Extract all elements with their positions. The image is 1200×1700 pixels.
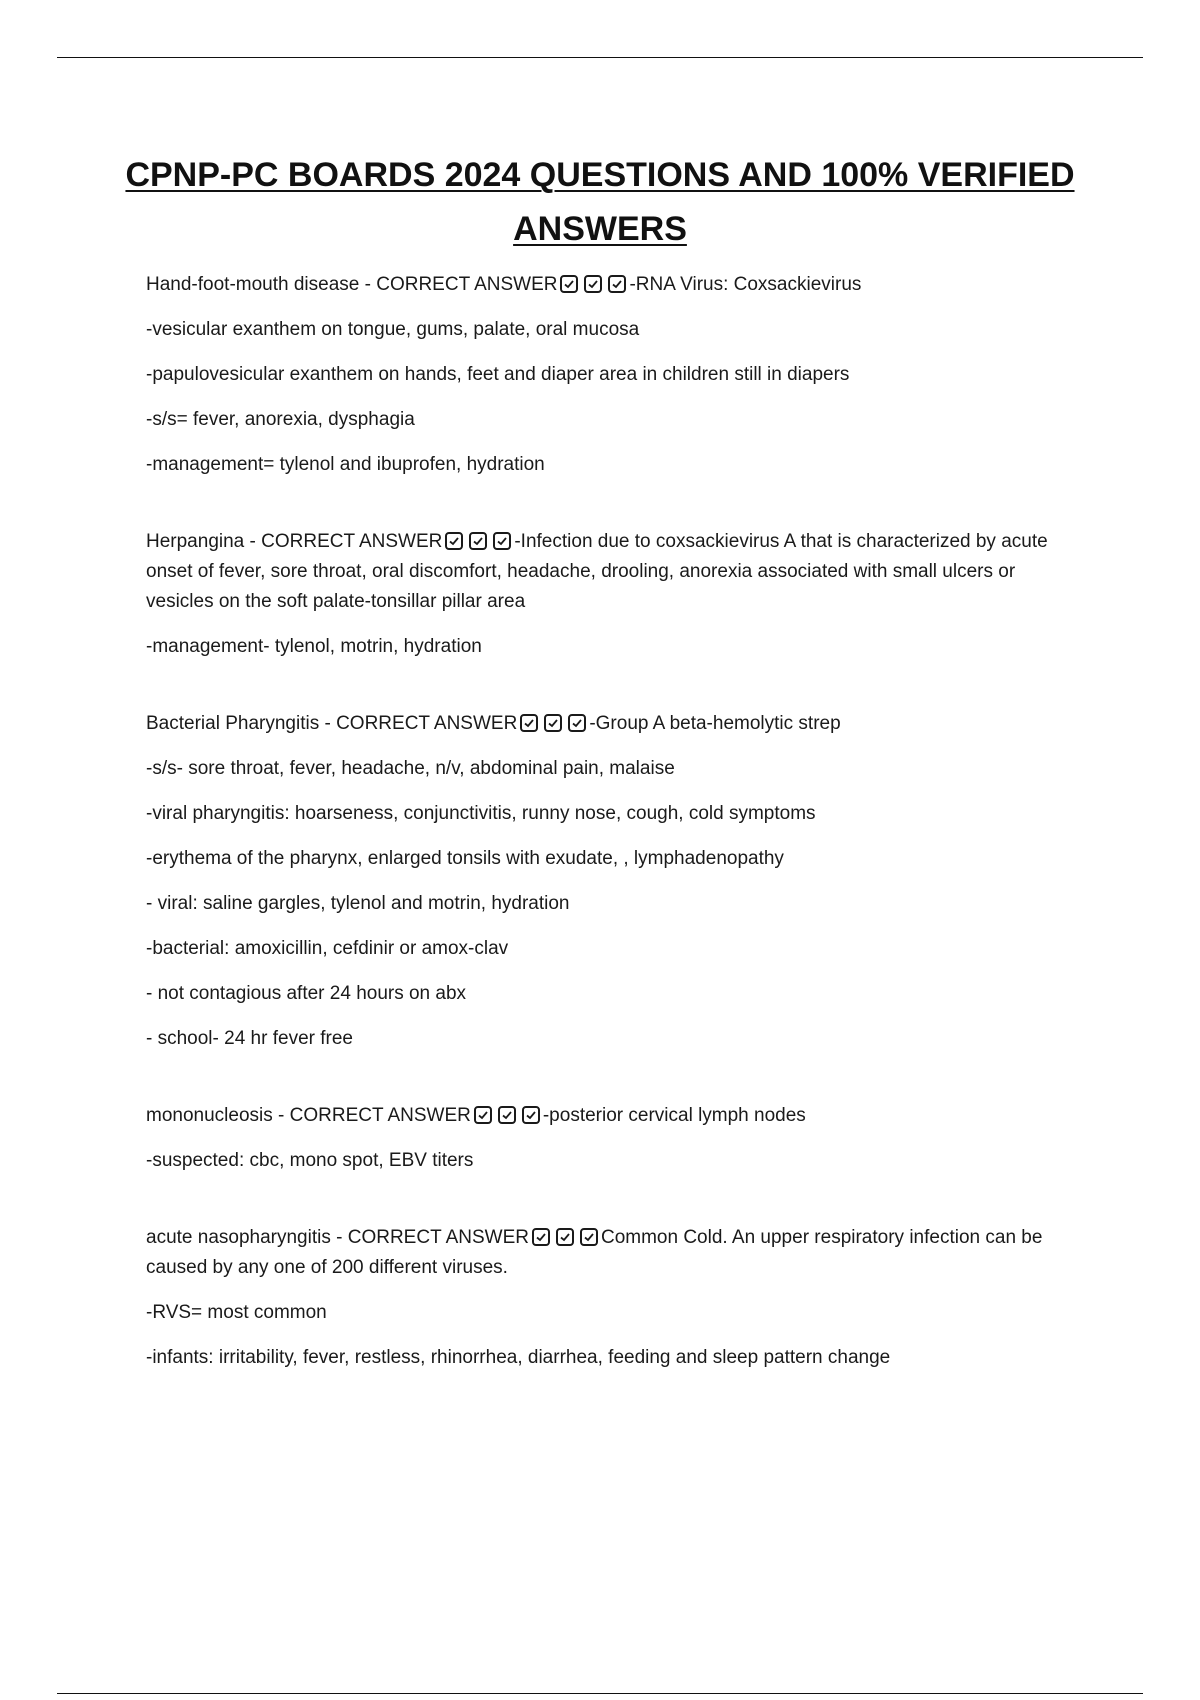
- qa-acute-nasopharyngitis: [146, 1223, 1076, 1373]
- term-label: Bacterial Pharyngitis -: [146, 713, 337, 734]
- detail-line: -vesicular exanthem on tongue, gums, palate, oral mucosa: [146, 319, 640, 340]
- checkbox-check-icon: [584, 275, 602, 293]
- detail-line: -RVS= most common: [146, 1302, 327, 1323]
- detail-line: - not contagious after 24 hours on abx: [146, 983, 467, 1004]
- checkbox-check-icon: [568, 714, 586, 732]
- detail-line: -suspected: cbc, mono spot, EBV titers: [146, 1150, 474, 1171]
- detail-line: -management= tylenol and ibuprofen, hydration: [146, 454, 545, 475]
- question-line: [146, 1101, 1076, 1131]
- correct-answer-tag: CORRECT ANSWER: [336, 713, 518, 734]
- detail-line: -s/s= fever, anorexia, dysphagia: [146, 409, 415, 430]
- answer-text: Common Cold. An upper respiratory infection can be caused by any one of 200 different viruses.: [146, 1227, 1043, 1278]
- term-label: Herpangina -: [146, 531, 262, 552]
- checkbox-check-icon: [474, 1106, 492, 1124]
- checkbox-check-icon: [498, 1106, 516, 1124]
- checkbox-check-icon: [493, 532, 511, 550]
- correct-answer-tag: CORRECT ANSWER: [289, 1105, 471, 1126]
- question-line: [146, 527, 1076, 617]
- correct-answer-tag: CORRECT ANSWER: [347, 1227, 529, 1248]
- correct-answer-tag: CORRECT ANSWER: [261, 531, 443, 552]
- answer-text: -Group A beta-hemolytic strep: [589, 713, 841, 734]
- detail-line: -bacterial: amoxicillin, cefdinir or amox-clav: [146, 938, 509, 959]
- detail-line: -infants: irritability, fever, restless, rhinorrhea, diarrhea, feeding and sleep pattern change: [146, 1347, 891, 1368]
- document-body: [146, 270, 1076, 1388]
- qa-hand-foot-mouth: [146, 270, 1076, 480]
- qa-bacterial-pharyngitis: [146, 709, 1076, 1054]
- detail-line: - viral: saline gargles, tylenol and motrin, hydration: [146, 893, 570, 914]
- document-title: CPNP-PC BOARDS 2024 QUESTIONS AND 100% VERIFIED ANSWERS: [125, 156, 1075, 248]
- detail-line: -erythema of the pharynx, enlarged tonsils with exudate, , lymphadenopathy: [146, 848, 784, 869]
- term-label: Hand-foot-mouth disease -: [146, 274, 377, 295]
- qa-herpangina: [146, 527, 1076, 662]
- checkbox-check-icon: [469, 532, 487, 550]
- detail-line: -viral pharyngitis: hoarseness, conjunctivitis, runny nose, cough, cold symptoms: [146, 803, 816, 824]
- correct-answer-tag: CORRECT ANSWER: [376, 274, 558, 295]
- checkbox-check-icon: [560, 275, 578, 293]
- checkbox-check-icon: [520, 714, 538, 732]
- answer-text: -posterior cervical lymph nodes: [542, 1105, 806, 1126]
- checkbox-check-icon: [580, 1228, 598, 1246]
- question-line: [146, 1223, 1076, 1283]
- checkbox-check-icon: [544, 714, 562, 732]
- detail-line: -s/s- sore throat, fever, headache, n/v, abdominal pain, malaise: [146, 758, 675, 779]
- checkbox-check-icon: [608, 275, 626, 293]
- detail-line: - school- 24 hr fever free: [146, 1028, 353, 1049]
- answer-text: -RNA Virus: Coxsackievirus: [629, 274, 862, 295]
- bottom-rule: [57, 1693, 1143, 1694]
- checkbox-check-icon: [556, 1228, 574, 1246]
- answer-text: -Infection due to coxsackievirus A that is characterized by acute onset of fever, sore throat, oral discomfort, headache, drooling, anorexia associated with small ulcers or vesicles on the soft palate-tonsillar pillar area: [146, 531, 1048, 612]
- question-line: [146, 270, 1076, 300]
- checkbox-check-icon: [445, 532, 463, 550]
- qa-mononucleosis: [146, 1101, 1076, 1176]
- top-rule: [57, 57, 1143, 58]
- checkbox-check-icon: [522, 1106, 540, 1124]
- checkbox-check-icon: [532, 1228, 550, 1246]
- question-line: [146, 709, 1076, 739]
- term-label: acute nasopharyngitis -: [146, 1227, 348, 1248]
- term-label: mononucleosis -: [146, 1105, 290, 1126]
- detail-line: -management- tylenol, motrin, hydration: [146, 636, 482, 657]
- detail-line: -papulovesicular exanthem on hands, feet and diaper area in children still in diapers: [146, 364, 850, 385]
